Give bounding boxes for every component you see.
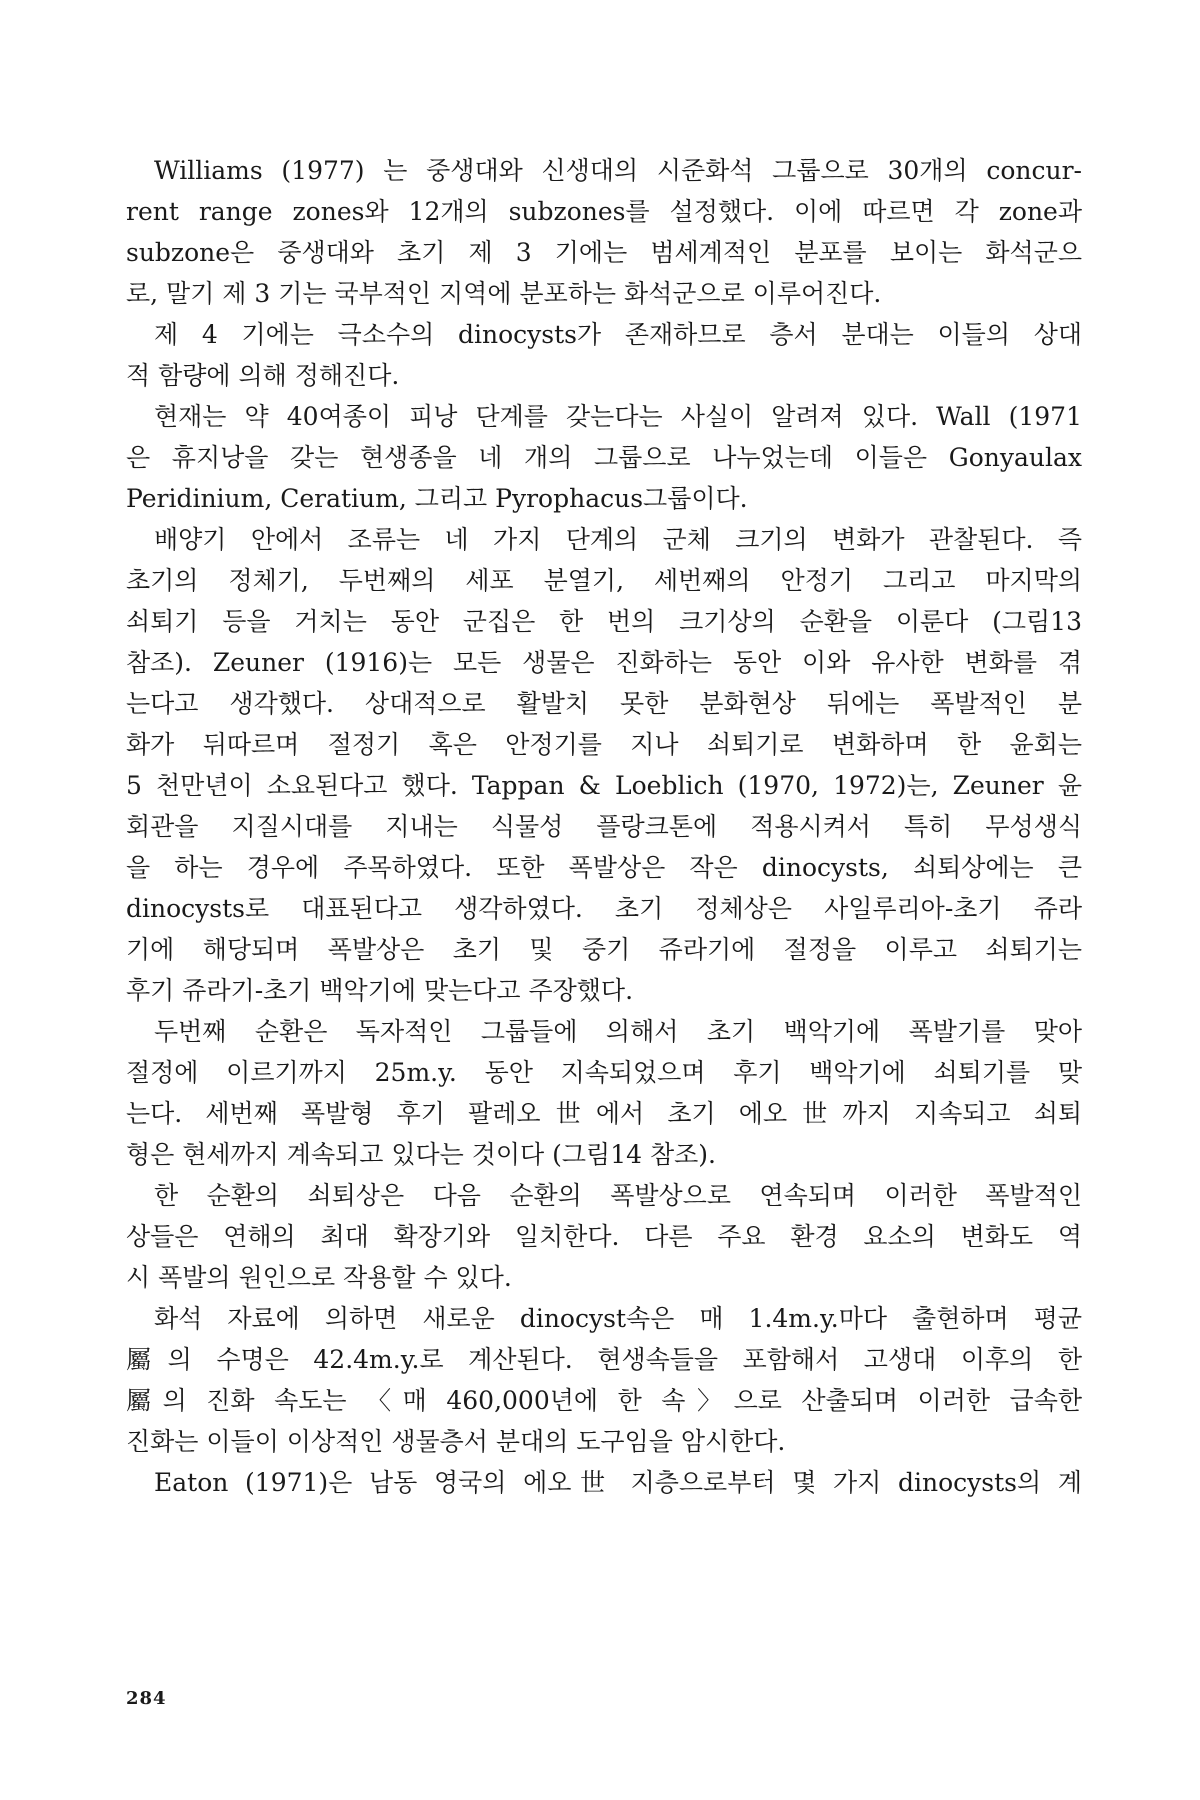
text-line: 한 순환의 쇠퇴상은 다음 순환의 폭발상으로 연속되며 이러한 폭발적인 <box>154 1181 1082 1210</box>
text-line: 후기 쥬라기-초기 백악기에 맞는다고 주장했다. <box>126 976 634 1005</box>
text-line: Peridinium, Ceratium, 그리고 Pyrophacus그룹이다. <box>126 484 748 513</box>
text-line: 는다. 세번째 폭발형 후기 팔레오世에서 초기 에오世까지 지속되고 쇠퇴 <box>126 1099 1082 1128</box>
text-line: 배양기 안에서 조류는 네 가지 단계의 군체 크기의 변화가 관찰된다. 즉 <box>154 525 1082 554</box>
page-number: 284 <box>126 1688 167 1709</box>
text-line: subzone은 중생대와 초기 제 3 기에는 범세계적인 분포를 보이는 화석군으 <box>126 238 1082 267</box>
text-line: 화가 뒤따르며 절정기 혹은 안정기를 지나 쇠퇴기로 변화하며 한 윤회는 <box>126 730 1082 759</box>
text-line: 절정에 이르기까지 25m.y. 동안 지속되었으며 후기 백악기에 쇠퇴기를 맞 <box>126 1058 1082 1087</box>
text-line: 는다고 생각했다. 상대적으로 활발치 못한 분화현상 뒤에는 폭발적인 분 <box>126 689 1082 718</box>
text-line: 은 휴지낭을 갖는 현생종을 네 개의 그룹으로 나누었는데 이들은 Gonyaulax <box>126 443 1082 472</box>
text-line: 을 하는 경우에 주목하였다. 또한 폭발상은 작은 dinocysts, 쇠퇴상에는 큰 <box>126 853 1082 882</box>
text-line: 시 폭발의 원인으로 작용할 수 있다. <box>126 1263 512 1292</box>
text-line: 屬의 수명은 42.4m.y.로 계산된다. 현생속들을 포함해서 고생대 이후의 한 <box>126 1345 1082 1374</box>
text-line: 적 함량에 의해 정해진다. <box>126 361 400 390</box>
text-line: 회관을 지질시대를 지내는 식물성 플랑크톤에 적용시켜서 특히 무성생식 <box>126 812 1082 841</box>
text-line: 현재는 약 40여종이 피낭 단계를 갖는다는 사실이 알려져 있다. Wall (1971 <box>154 402 1082 431</box>
text-line: 제 4 기에는 극소수의 dinocysts가 존재하므로 층서 분대는 이들의 상대 <box>154 320 1082 349</box>
text-line: 참조). Zeuner (1916)는 모든 생물은 진화하는 동안 이와 유사한 변화를 겪 <box>126 648 1082 677</box>
text-line: 형은 현세까지 계속되고 있다는 것이다 (그림14 참조). <box>126 1140 716 1169</box>
text-line: 기에 해당되며 폭발상은 초기 및 중기 쥬라기에 절정을 이루고 쇠퇴기는 <box>126 935 1082 964</box>
text-line: dinocysts로 대표된다고 생각하였다. 초기 정체상은 사일루리아-초기 쥬라 <box>126 894 1082 923</box>
text-line: Williams (1977) 는 중생대와 신생대의 시준화석 그룹으로 30개의 concur- <box>154 156 1082 185</box>
text-line: 쇠퇴기 등을 거치는 동안 군집은 한 번의 크기상의 순환을 이룬다 (그림13 <box>126 607 1082 636</box>
text-line: rent range zones와 12개의 subzones를 설정했다. 이에 따르면 각 zone과 <box>126 197 1082 226</box>
text-line: 두번째 순환은 독자적인 그룹들에 의해서 초기 백악기에 폭발기를 맞아 <box>154 1017 1082 1046</box>
text-line: 상들은 연해의 최대 확장기와 일치한다. 다른 주요 환경 요소의 변화도 역 <box>126 1222 1082 1251</box>
text-line: 화석 자료에 의하면 새로운 dinocyst속은 매 1.4m.y.마다 출현하며 평균 <box>154 1304 1082 1333</box>
body-text <box>126 150 1082 1503</box>
text-line: 屬의 진화 속도는 〈매 460,000년에 한 속〉으로 산출되며 이러한 급속한 <box>126 1386 1082 1415</box>
text-line: Eaton (1971)은 남동 영국의 에오世 지층으로부터 몇 가지 dinocysts의 계 <box>154 1468 1082 1497</box>
text-line: 초기의 정체기, 두번째의 세포 분열기, 세번째의 안정기 그리고 마지막의 <box>126 566 1082 595</box>
text-line: 로, 말기 제 3 기는 국부적인 지역에 분포하는 화석군으로 이루어진다. <box>126 279 882 308</box>
text-line: 진화는 이들이 이상적인 생물층서 분대의 도구임을 암시한다. <box>126 1427 786 1456</box>
text-line: 5 천만년이 소요된다고 했다. Tappan & Loeblich (1970, 1972)는, Zeuner 윤 <box>126 771 1082 800</box>
